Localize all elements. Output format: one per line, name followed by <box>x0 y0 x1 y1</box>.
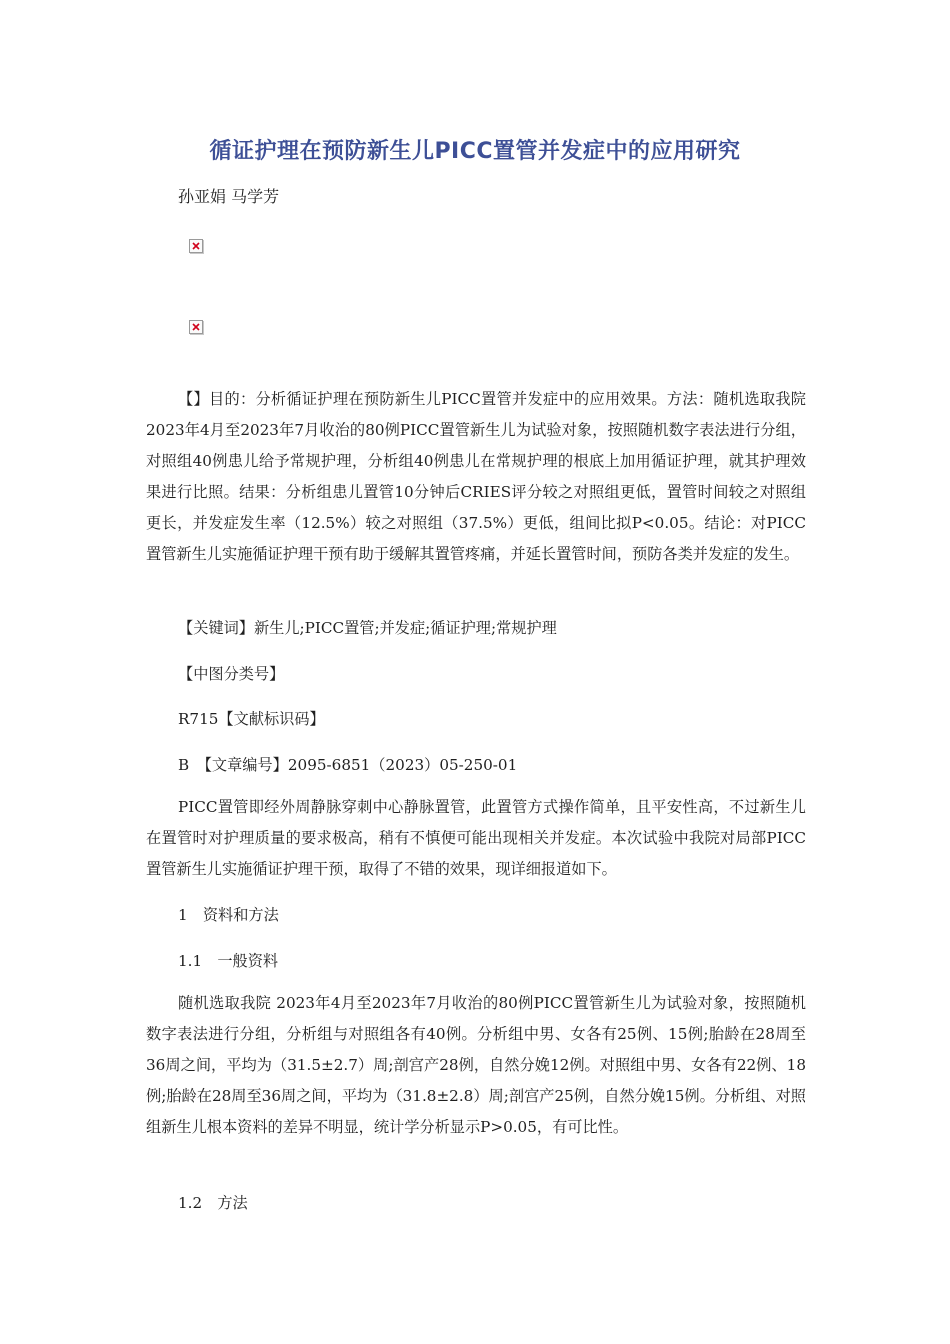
section-heading-1-2: 1.2 方法 <box>178 1194 248 1212</box>
intro-paragraph: PICC置管即经外周静脉穿刺中心静脉置管，此置管方式操作简单，且平安性高，不过新生儿在置管时对护理质量的要求极高，稍有不慎便可能出现相关并发症。本次试验中我院对局部PICC置管新生儿实施循证护理干预，取得了不错的效果，现详细报道如下。 <box>146 798 806 878</box>
general-info-paragraph: 随机选取我院 2023年4月至2023年7月收治的80例PICC置管新生儿为试验对象，按照随机数字表法进行分组，分析组与对照组各有40例。分析组中男、女各有25例、15例;胎龄在28周至36周之间，平均为（31.5±2.7）周;剖宫产28例，自然分娩12例。对照组中男、女各有22例、18例;胎龄在28周至36周之间，平均为（31.8±2.8）周;剖宫产25例，自然分娩15例。分析组、对照组新生儿根本资料的差异不明显，统计学分析显示P>0.05，有可比性。 <box>146 994 806 1136</box>
clc-label: 【中图分类号】 <box>178 665 285 683</box>
article-title: 循证护理在预防新生儿PICC置管并发症中的应用研究 <box>209 139 741 164</box>
section-heading-1: 1 资料和方法 <box>178 906 279 924</box>
article-authors: 孙亚娟 马学芳 <box>178 187 280 206</box>
keywords-line: 【关键词】新生儿;PICC置管;并发症;循证护理;常规护理 <box>178 619 557 637</box>
broken-image-icon <box>189 239 203 253</box>
clc-code-line: R715【文献标识码】 <box>178 710 325 728</box>
abstract-paragraph: 【】目的：分析循证护理在预防新生儿PICC置管并发症中的应用效果。方法：随机选取我院 2023年4月至2023年7月收治的80例PICC置管新生儿为试验对象，按照随机数字表法进行分组，对照组40例患儿给予常规护理，分析组40例患儿在常规护理的根底上加用循证护理，就其护理效果进行比照。结果：分析组患儿置管10分钟后CRIES评分较之对照组更低，置管时间较之对照组更长，并发症发生率（12.5%）较之对照组（37.5%）更低，组间比拟P<0.05。结论：对PICC置管新生儿实施循证护理干预有助于缓解其置管疼痛，并延长置管时间，预防各类并发症的发生。 <box>146 390 806 563</box>
section-heading-1-1: 1.1 一般资料 <box>178 952 279 970</box>
article-number-line: B 【文章编号】2095-6851（2023）05-250-01 <box>178 756 518 774</box>
broken-image-icon <box>189 320 203 334</box>
